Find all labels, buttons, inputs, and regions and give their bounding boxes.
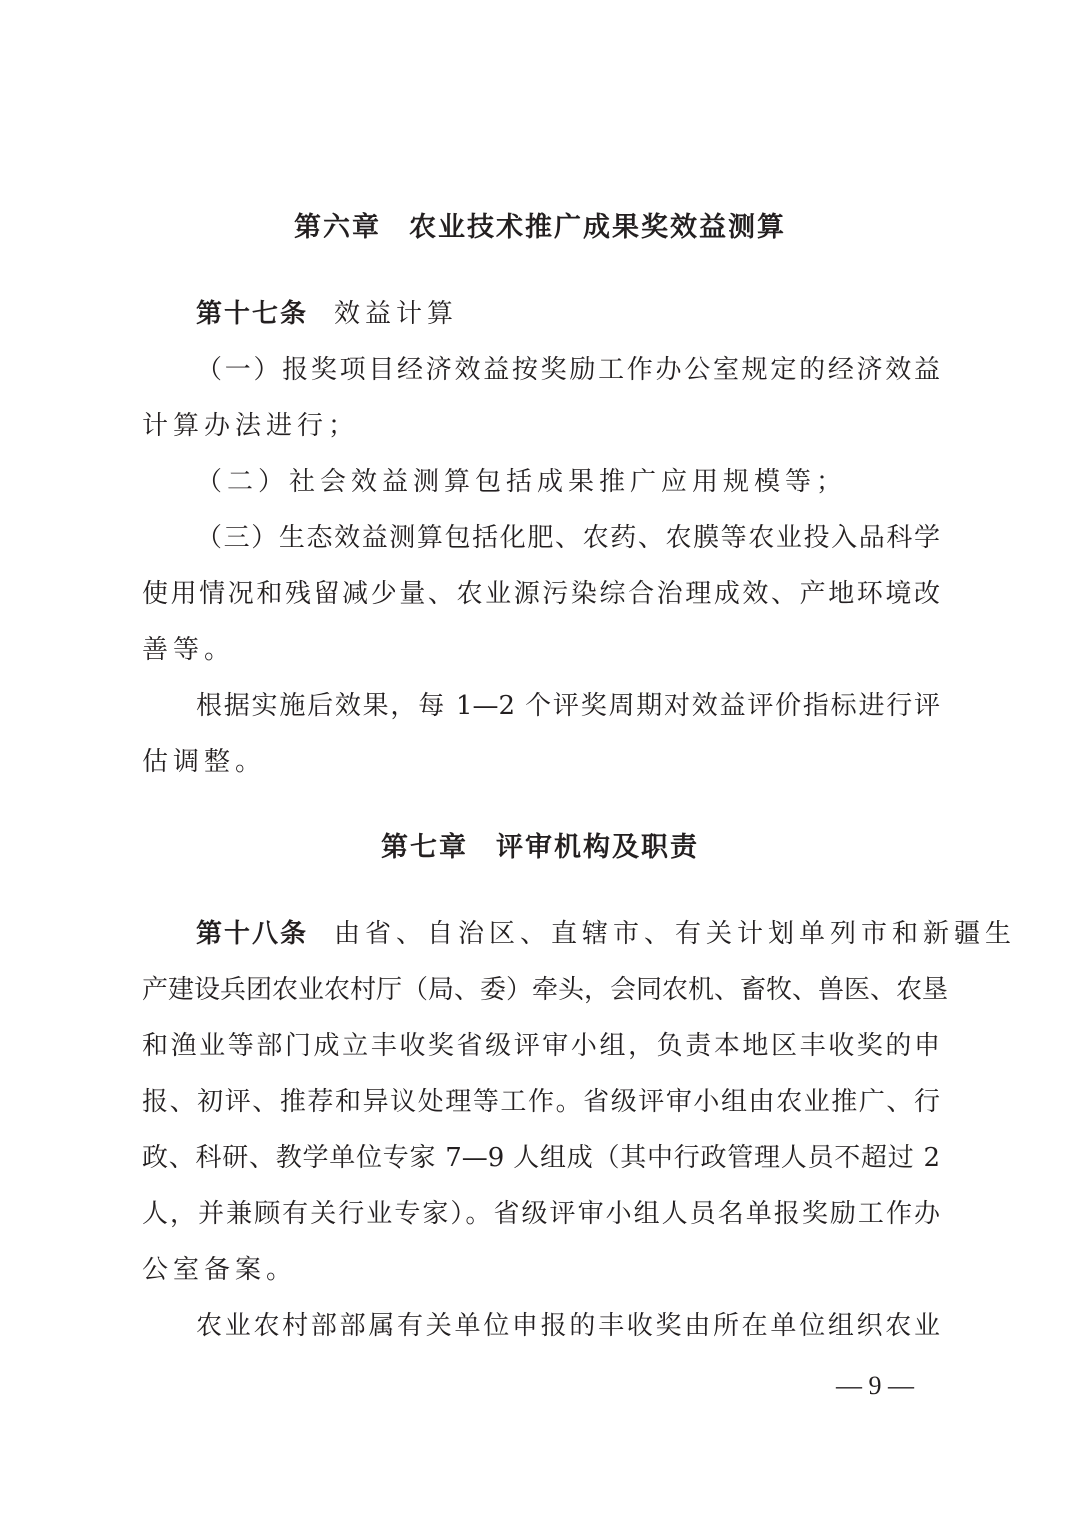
article-17-title: 效益计算 <box>334 299 459 329</box>
chapter-7-heading <box>0 828 1080 868</box>
page-number: — 9 — <box>836 1371 914 1400</box>
article-18-first-line <box>196 914 1017 954</box>
article-17-line: （二）社会效益测算包括成果推广应用规模等； <box>196 467 848 497</box>
article-18-line: 和渔业等部门成立丰收奖省级评审小组，负责本地区丰收奖的申 <box>142 1031 940 1061</box>
article-18-line: 报、初评、推荐和异议处理等工作。省级评审小组由农业推广、行 <box>142 1087 940 1117</box>
article-18-label: 第十八条 <box>196 919 309 949</box>
article-18-line: 政、科研、教学单位专家 7—9 人组成（其中行政管理人员不超过 2 <box>142 1143 940 1173</box>
article-18-line: 公室备案。 <box>142 1255 298 1285</box>
article-18-line: 人，并兼顾有关行业专家）。省级评审小组人员名单报奖励工作办 <box>142 1199 940 1229</box>
article-17-line: （一）报奖项目经济效益按奖励工作办公室规定的经济效益 <box>196 355 940 385</box>
article-17-line: 估调整。 <box>142 747 267 777</box>
chapter-6-title: 农业技术推广成果奖效益测算 <box>409 212 786 243</box>
article-17-heading <box>196 294 940 334</box>
chapter-6-heading <box>0 208 1080 248</box>
article-18-line: 农业农村部部属有关单位申报的丰收奖由所在单位组织农业 <box>196 1311 940 1341</box>
article-17-line: （三）生态效益测算包括化肥、农药、农膜等农业投入品科学 <box>196 523 940 553</box>
chapter-7-number: 第七章 <box>381 832 468 863</box>
chapter-6-number: 第六章 <box>294 212 381 243</box>
article-18-first-line-text: 由省、自治区、直辖市、有关计划单列市和新疆生 <box>334 919 1017 949</box>
article-17-line: 善等。 <box>142 635 236 665</box>
article-17-label: 第十七条 <box>196 299 309 329</box>
article-17-line: 根据实施后效果，每 1—2 个评奖周期对效益评价指标进行评 <box>196 691 940 721</box>
article-17-line: 使用情况和残留减少量、农业源污染综合治理成效、产地环境改 <box>142 579 940 609</box>
chapter-7-title: 评审机构及职责 <box>496 832 699 863</box>
article-18-line: 产建设兵团农业农村厅（局、委）牵头，会同农机、畜牧、兽医、农垦 <box>142 975 949 1005</box>
article-17-line: 计算办法进行； <box>142 411 360 441</box>
